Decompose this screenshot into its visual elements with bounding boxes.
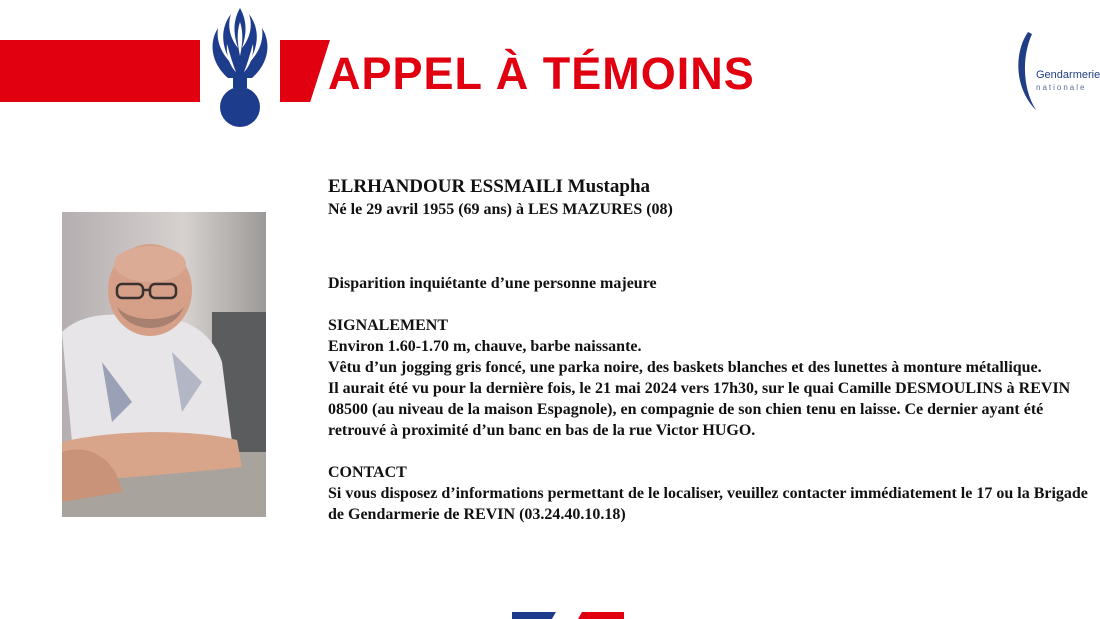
person-name: ELRHANDOUR ESSMAILI Mustapha bbox=[328, 176, 651, 197]
french-flag-icon bbox=[512, 612, 624, 619]
missing-person-photo bbox=[62, 212, 266, 517]
page-title: APPEL À TÉMOINS bbox=[328, 48, 755, 99]
description-clothing: Vêtu d’un jogging gris foncé, une parka noire, des baskets blanches et des lunettes à monture métallique. bbox=[328, 359, 1042, 376]
description-physical: Environ 1.60-1.70 m, chauve, barbe naissante. bbox=[328, 338, 642, 355]
notice-type: Disparition inquiétante d’une personne majeure bbox=[328, 275, 657, 292]
description-last-seen: Il aurait été vu pour la dernière fois, le 21 mai 2024 vers 17h30, sur le quai Camille DESMOULINS à REVIN 08500 (au niveau de la maison Espagnole), en compagnie de son chien tenu en laisse. Ce dernier ayant été retrouvé à proximité d’un banc en bas de la rue Victor HUGO. bbox=[328, 380, 1071, 439]
spacer bbox=[328, 441, 1088, 462]
person-birth-info: Né le 29 avril 1955 (69 ans) à LES MAZURES (08) bbox=[328, 201, 673, 218]
logo-subtitle: nationale bbox=[1036, 83, 1087, 92]
spacer bbox=[328, 294, 1088, 315]
notice-content bbox=[328, 175, 1088, 525]
person-portrait-image bbox=[62, 212, 266, 517]
contact-text: Si vous disposez d’informations permettant de le localiser, veuillez contacter immédiatement le 17 ou la Brigade de Gendarmerie de REVIN (03.24.40.10.18) bbox=[328, 485, 1088, 523]
spacer bbox=[328, 220, 1088, 273]
logo-name: Gendarmerie bbox=[1036, 69, 1100, 81]
contact-heading: CONTACT bbox=[328, 464, 407, 481]
header-red-band bbox=[0, 40, 330, 102]
description-heading: SIGNALEMENT bbox=[328, 317, 449, 334]
gendarmerie-grenade-icon bbox=[200, 4, 280, 134]
